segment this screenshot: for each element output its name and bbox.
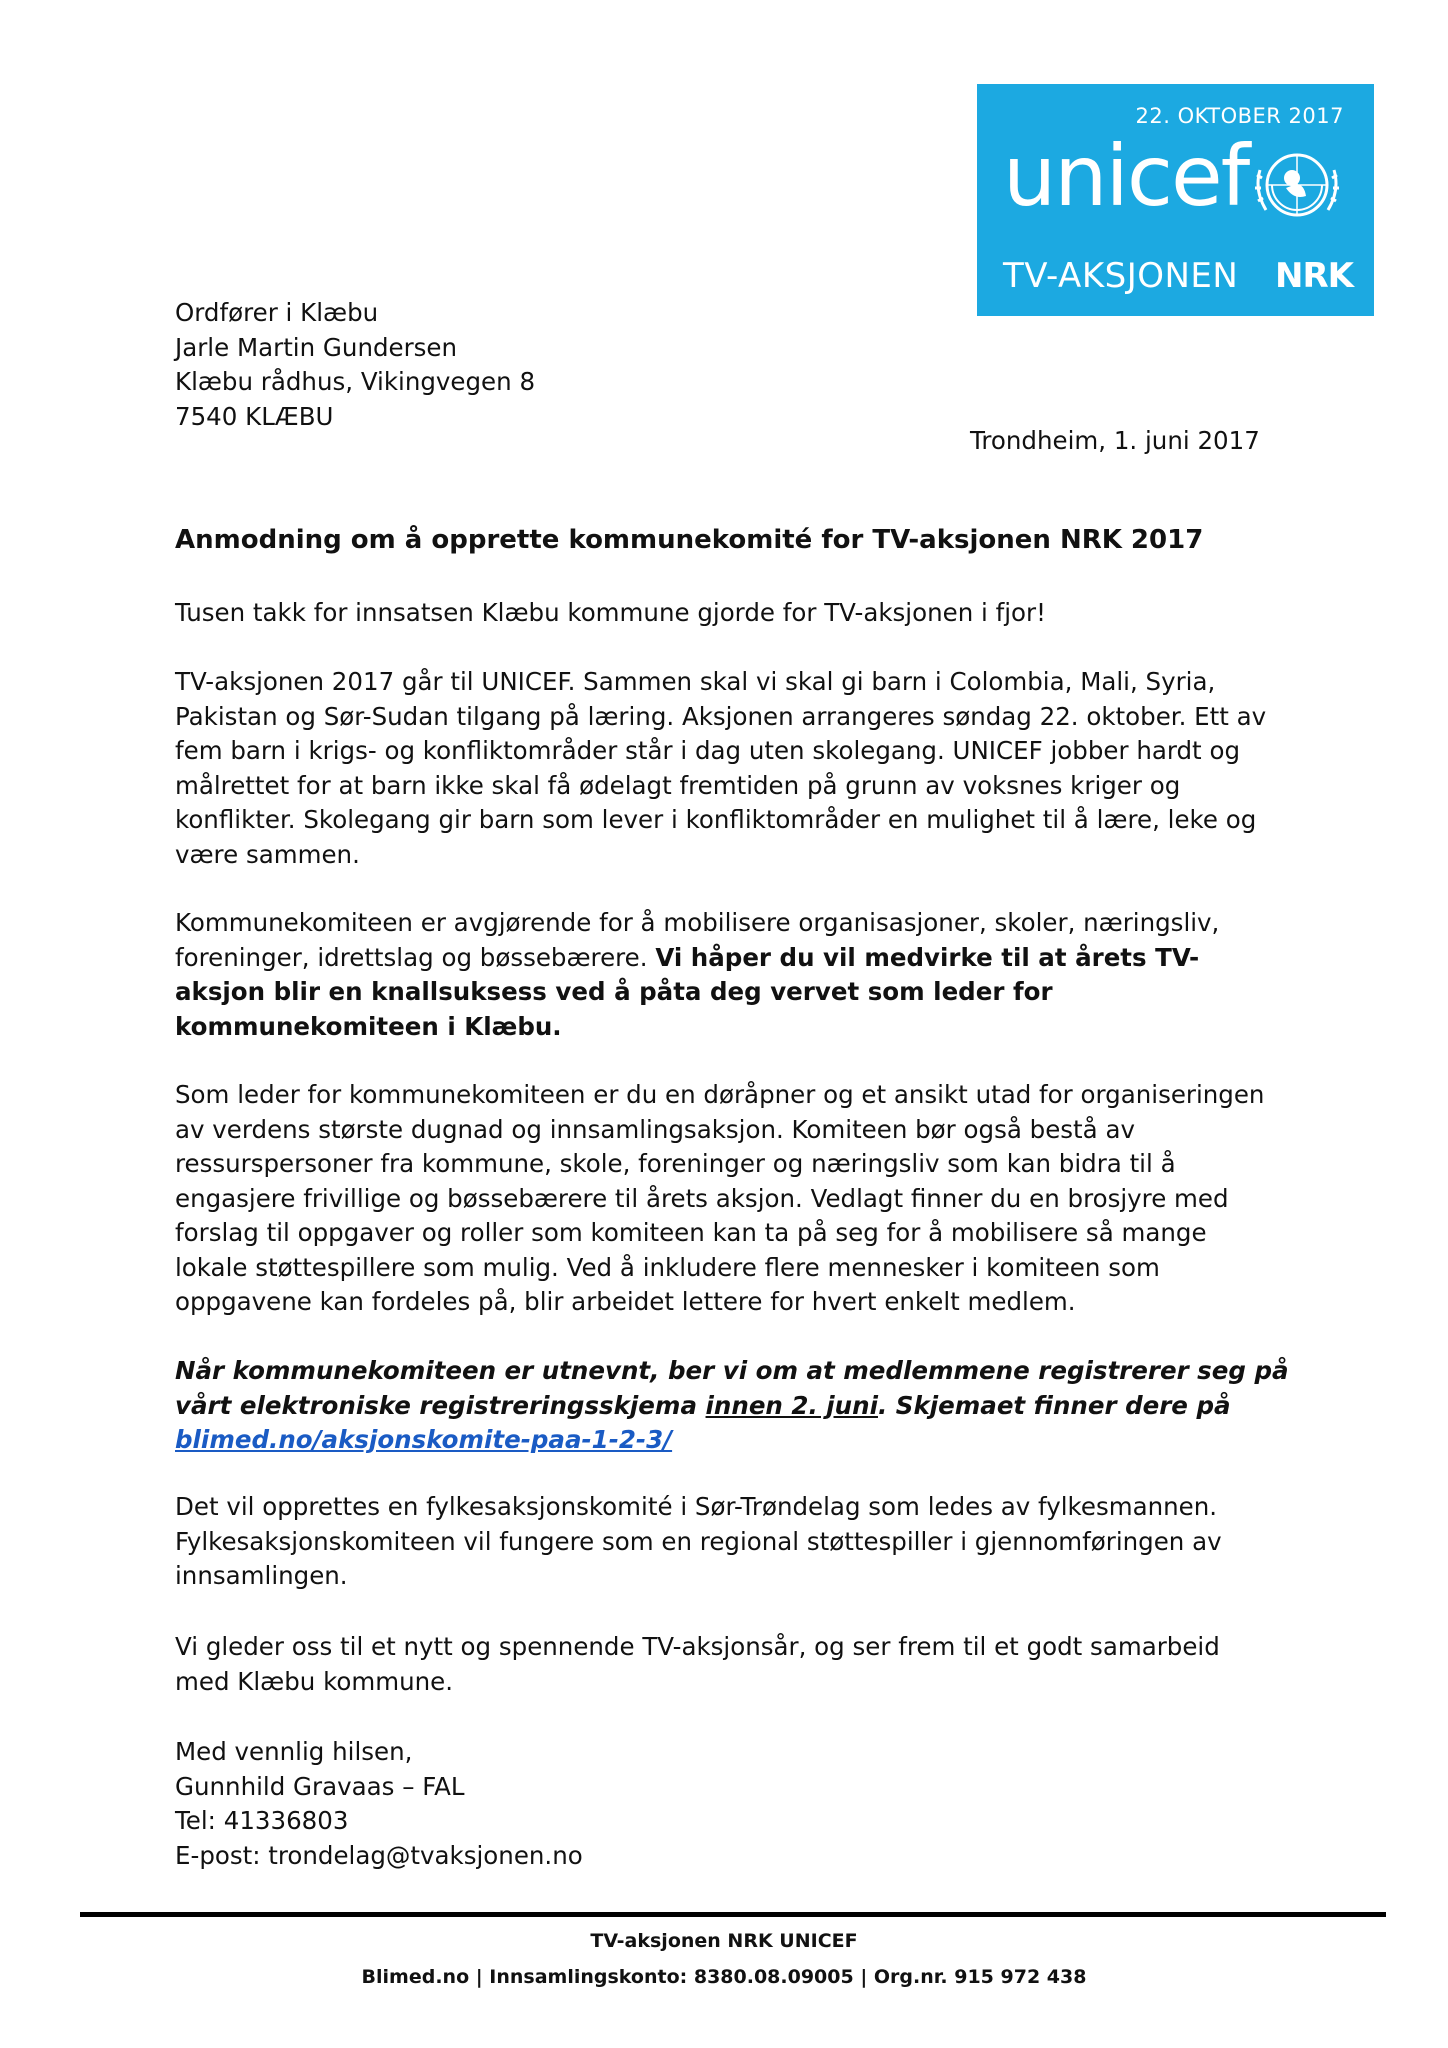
sender-name: Gunnhild Gravaas – FAL: [175, 1771, 465, 1801]
paragraph-emphasis: kommunekomiteen i Klæbu.: [175, 1011, 562, 1041]
sender-phone: Tel: 41336803: [175, 1806, 349, 1835]
footer-org: TV-aksjonen NRK UNICEF: [590, 1930, 858, 1952]
paragraph-line: fem barn i krigs- og konfliktområder står i dag uten skolegang. UNICEF jobber hardt og: [175, 736, 1240, 765]
paragraph-line: konflikter. Skolegang gir barn som lever i konfliktområder en mulighet til å lære, leke og: [175, 805, 1257, 834]
recipient-name: Jarle Martin Gundersen: [175, 332, 458, 362]
recipient-address: [175, 296, 535, 434]
paragraph-text: . Skjemaet finner dere på: [877, 1390, 1231, 1420]
paragraph-line: Som leder for kommunekomiteen er du en døråpner og et ansikt utad for organiseringen: [175, 1080, 1265, 1109]
paragraph-line: engasjere frivillige og bøssebærere til årets aksjon. Vedlagt finner du en brosjyre med: [175, 1183, 1229, 1213]
recipient-title: Ordfører i Klæbu: [175, 298, 379, 327]
paragraph-line: oppgavene kan fordeles på, blir arbeidet lettere for hvert enkelt medlem.: [175, 1287, 1076, 1316]
paragraph-line: Det vil opprettes en fylkesaksjonskomité i Sør-Trøndelag som ledes av fylkesmannen.: [175, 1492, 1218, 1521]
paragraph-line: TV-aksjonen 2017 går til UNICEF. Sammen skal vi skal gi barn i Colombia, Mali, Syria,: [175, 667, 1216, 696]
registration-link[interactable]: blimed.no/aksjonskomite-paa-1-2-3/: [175, 1425, 673, 1454]
recipient-street: Klæbu rådhus, Vikingvegen 8: [175, 367, 536, 396]
paragraph-campaign: [175, 665, 1266, 872]
signature-block: [175, 1735, 583, 1873]
paragraph-line: Fylkesaksjonskomiteen vil fungere som en regional støttespiller i gjennomføringen av: [175, 1526, 1222, 1556]
paragraph-line: innsamlingen.: [175, 1561, 348, 1590]
paragraph-closing: [175, 1630, 1220, 1699]
unicef-emblem-icon: [1252, 140, 1342, 230]
paragraph-thanks: Tusen takk for innsatsen Klæbu kommune gjorde for TV-aksjonen i fjor!: [175, 598, 1046, 627]
paragraph-line: målrettet for at barn ikke skal få ødelagt fremtiden på grunn av voksnes kriger og: [175, 770, 1181, 800]
registration-deadline: innen 2. juni: [705, 1390, 878, 1420]
paragraph-line: [175, 941, 1219, 976]
unicef-tv-aksjonen-logo: [977, 84, 1374, 316]
paragraph-line: Vi gleder oss til et nytt og spennende TV-aksjonsår, og ser frem til et godt samarbeid: [175, 1632, 1220, 1661]
sender-email: E-post: trondelag@tvaksjonen.no: [175, 1840, 583, 1870]
place-date: Trondheim, 1. juni 2017: [970, 426, 1260, 455]
paragraph-county-committee: [175, 1490, 1222, 1594]
paragraph-line: lokale støttespillere som mulig. Ved å inkludere flere mennesker i komiteen som: [175, 1252, 1160, 1282]
paragraph-line: Pakistan og Sør-Sudan tilgang på læring. Aksjonen arrangeres søndag 22. oktober. Ett av: [175, 701, 1267, 731]
paragraph-line: Når kommunekomiteen er utnevnt, ber vi om at medlemmene registrerer seg på: [175, 1356, 1289, 1385]
logo-wordmark: unicef: [1003, 127, 1249, 225]
closing-salutation: Med vennlig hilsen,: [175, 1737, 413, 1766]
paragraph-text: foreninger, idrettslag og bøssebærere.: [175, 942, 656, 972]
paragraph-line: være sammen.: [175, 839, 360, 869]
paragraph-line: Kommunekomiteen er avgjørende for å mobilisere organisasjoner, skoler, næringsliv,: [175, 908, 1220, 937]
paragraph-line: av verdens største dugnad og innsamlingsaksjon. Komiteen bør også bestå av: [175, 1114, 1135, 1144]
recipient-postcode: 7540 KLÆBU: [175, 401, 334, 431]
paragraph-emphasis: Vi håper du vil medvirke til at årets TV-: [655, 942, 1200, 972]
footer-details: Blimed.no | Innsamlingskonto: 8380.08.09005 | Org.nr. 915 972 438: [361, 1966, 1087, 1988]
paragraph-committee-request: [175, 906, 1219, 1044]
paragraph-line: ressurspersoner fra kommune, skole, foreninger og næringsliv som kan bidra til å: [175, 1149, 1176, 1178]
footer-divider: [80, 1912, 1386, 1917]
paragraph-leader-role: [175, 1078, 1264, 1320]
letter-subject: Anmodning om å opprette kommunekomité for TV-aksjonen NRK 2017: [175, 525, 1204, 555]
nrk-logo: NRK: [1275, 256, 1353, 296]
paragraph-line: forslag til oppgaver og roller som komiteen kan ta på seg for å mobilisere så mange: [175, 1218, 1207, 1247]
paragraph-emphasis: aksjon blir en knallsuksess ved å påta deg vervet som leder for: [175, 977, 1053, 1006]
logo-campaign: TV-AKSJONEN: [1003, 256, 1239, 296]
paragraph-text: vårt elektroniske registreringsskjema: [175, 1390, 706, 1420]
paragraph-line: med Klæbu kommune.: [175, 1666, 454, 1696]
logo-date: 22. OKTOBER 2017: [1135, 104, 1344, 128]
paragraph-line: [175, 1389, 1289, 1424]
paragraph-registration: [175, 1354, 1289, 1458]
